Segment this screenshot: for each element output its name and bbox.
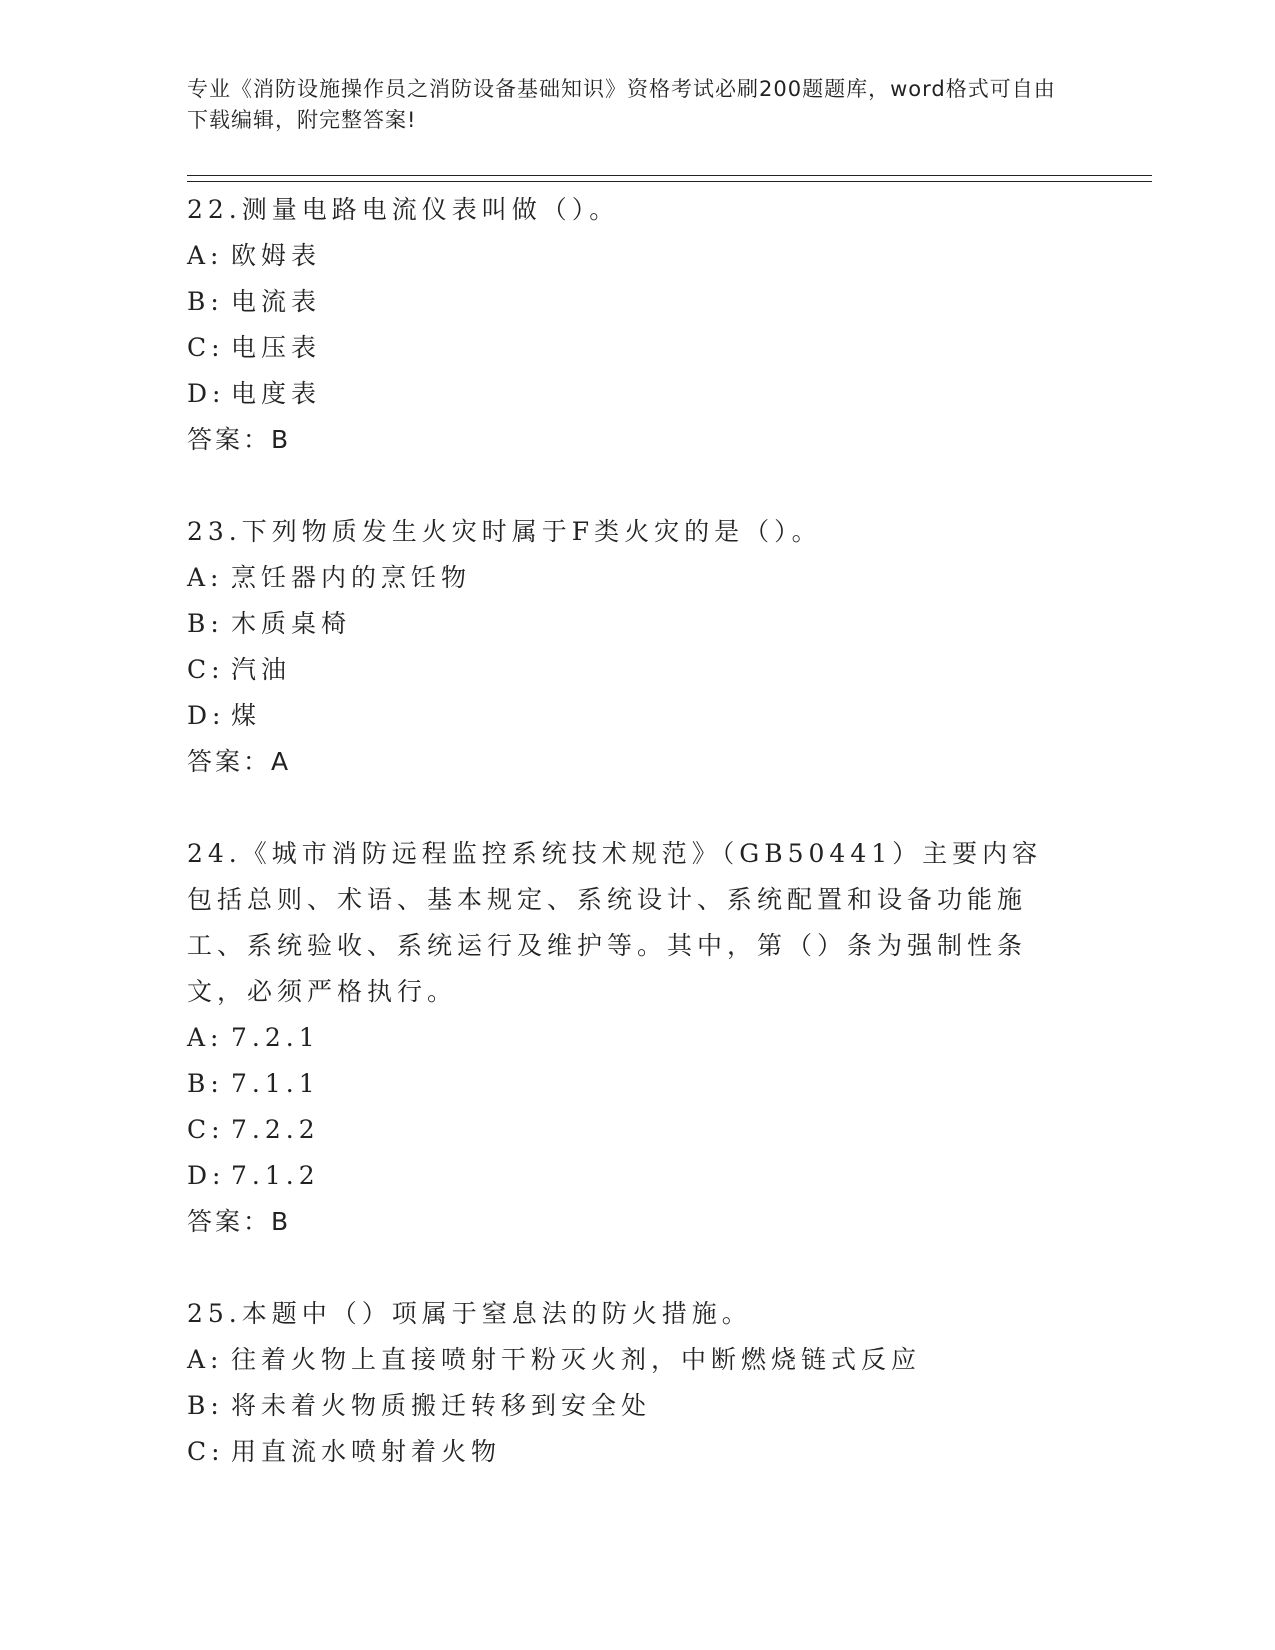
option-d <box>187 693 1067 739</box>
answer-line: 答案：B <box>187 425 292 454</box>
option-letter: B: <box>187 609 224 638</box>
document-intro: 专业《消防设施操作员之消防设备基础知识》资格考试必刷200题题库，word格式可自由下载编辑，附完整答案! <box>187 77 1056 132</box>
option-letter: A: <box>187 1023 224 1052</box>
option-c <box>187 1429 1067 1475</box>
option-a <box>187 233 1067 279</box>
question-23 <box>187 509 1067 785</box>
question-24 <box>187 831 1067 1245</box>
question-list <box>187 187 1067 1521</box>
option-text: 煤 <box>231 701 262 730</box>
header-divider-top <box>187 175 1152 176</box>
option-letter: B: <box>187 1069 224 1098</box>
option-letter: B: <box>187 287 224 316</box>
option-b <box>187 1061 1067 1107</box>
option-b <box>187 1383 1067 1429</box>
option-letter: D: <box>187 1161 226 1190</box>
option-letter: B: <box>187 1391 224 1420</box>
question-stem: 22.测量电路电流仪表叫做（）。 <box>187 195 620 224</box>
question-stem: 25.本题中（）项属于窒息法的防火措施。 <box>187 1299 752 1328</box>
option-text: 7.2.1 <box>231 1023 320 1052</box>
option-text: 欧姆表 <box>231 241 322 270</box>
option-a <box>187 1337 1067 1383</box>
option-text: 电压表 <box>231 333 322 362</box>
option-letter: A: <box>187 241 224 270</box>
option-text: 将未着火物质搬迁转移到安全处 <box>231 1391 652 1420</box>
option-text: 往着火物上直接喷射干粉灭火剂，中断燃烧链式反应 <box>231 1345 922 1374</box>
option-text: 电度表 <box>231 379 322 408</box>
header-divider-bottom <box>187 181 1152 182</box>
option-a <box>187 555 1067 601</box>
option-text: 电流表 <box>231 287 322 316</box>
question-25 <box>187 1291 1067 1475</box>
option-letter: C: <box>187 655 225 684</box>
question-22 <box>187 187 1067 463</box>
option-text: 7.1.1 <box>231 1069 320 1098</box>
option-b <box>187 601 1067 647</box>
answer-line: 答案：B <box>187 1207 292 1236</box>
option-letter: C: <box>187 1437 225 1466</box>
option-c <box>187 647 1067 693</box>
option-c <box>187 325 1067 371</box>
option-text: 烹饪器内的烹饪物 <box>231 563 472 592</box>
option-d <box>187 371 1067 417</box>
option-b <box>187 279 1067 325</box>
option-letter: C: <box>187 333 225 362</box>
option-text: 汽油 <box>231 655 292 684</box>
option-letter: A: <box>187 563 224 592</box>
option-letter: C: <box>187 1115 225 1144</box>
option-letter: D: <box>187 701 226 730</box>
option-text: 木质桌椅 <box>231 609 352 638</box>
option-letter: D: <box>187 379 226 408</box>
question-stem: 23.下列物质发生火灾时属于F类火灾的是（）。 <box>187 517 822 546</box>
option-text: 7.2.2 <box>231 1115 320 1144</box>
option-text: 7.1.2 <box>231 1161 320 1190</box>
option-text: 用直流水喷射着火物 <box>231 1437 502 1466</box>
answer-line: 答案：A <box>187 747 292 776</box>
option-c <box>187 1107 1067 1153</box>
option-letter: A: <box>187 1345 224 1374</box>
question-stem: 24.《城市消防远程监控系统技术规范》（GB50441）主要内容包括总则、术语、基本规定、系统设计、系统配置和设备功能施工、系统验收、系统运行及维护等。其中，第（）条为强制性条文，必须严格执行。 <box>187 839 1043 1006</box>
option-a <box>187 1015 1067 1061</box>
option-d <box>187 1153 1067 1199</box>
